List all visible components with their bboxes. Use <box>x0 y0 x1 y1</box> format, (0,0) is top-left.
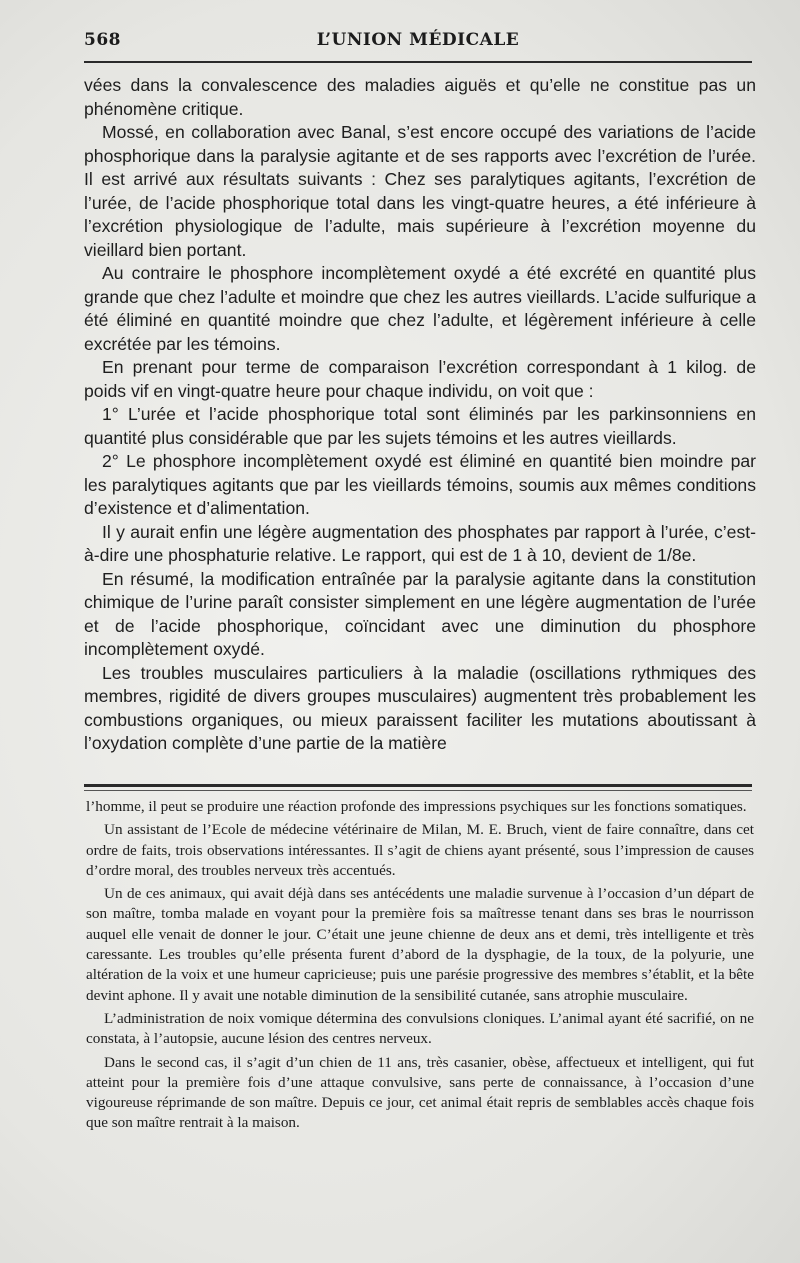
page-number: 568 <box>84 30 121 50</box>
footnote-paragraph: Un de ces animaux, qui avait déjà dans ses antécédents une maladie survenue à l’occasion d’un départ de son maître, tomba malade en voyant pour la première fois sa maîtresse tenant dans ses bras le nourrisson auquel elle venait de donner le jour. C’était une jeune chienne de deux ans et demi, très intelligente et très caressante. Les troubles qu’elle présenta furent d’abord de la dysphagie, de la toux, de la polyurie, une altération de la voix et une humeur capricieuse; puis une parésie progressive des membres s’établit, et la bête devint aphone. Il y avait une notable diminution de la sensibilité cutanée, sans atrophie musculaire. <box>86 885 754 1004</box>
body-paragraph: Il y aurait enfin une légère augmentation des phosphates par rapport à l’urée, c’est-à-dire une phosphaturie relative. Le rapport, qui est de 1 à 10, devient de 1/8e. <box>84 521 756 565</box>
body-paragraph: vées dans la convalescence des maladies aiguës et qu’elle ne constitue pas un phénomène critique. <box>84 75 756 119</box>
footnote-paragraph: Un assistant de l’Ecole de médecine vétérinaire de Milan, M. E. Bruch, vient de faire connaître, dans cet ordre de faits, trois observations intéressantes. Il s’agit de chiens ayant présenté, sous l’impression de causes d’ordre moral, des troubles nerveux très accentués. <box>86 821 754 879</box>
body-paragraph: 2° Le phosphore incomplètement oxydé est éliminé en quantité bien moindre par les paralytiques agitants que par les vieillards témoins, soumis aux mêmes conditions d’existence et d’alimentation. <box>84 451 756 518</box>
body-paragraph: En résumé, la modification entraînée par la paralysie agitante dans la constitution chimique de l’urine paraît consister simplement en une légère augmentation de l’urée et de l’acide phosphorique, coïncidant avec une diminution du phosphore incomplètement oxydé. <box>84 568 756 659</box>
body-paragraph: Mossé, en collaboration avec Banal, s’est encore occupé des variations de l’acide phosphorique dans la paralysie agitante et de ses rapports avec l’excrétion de l’urée. Il est arrivé aux résultats suivants : Chez ses paralytiques agitants, l’excrétion de l’urée, de l’acide phosphorique total dans les vingt-quatre heures, a été inférieure à l’excrétion physiologique de l’adulte, mais supérieure à l’excrétion moyenne du vieillard bien portant. <box>84 122 756 260</box>
footnote-paragraph: L’administration de noix vomique détermina des convulsions cloniques. L’animal ayant été sacrifié, on ne constata, à l’autopsie, aucune lésion des centres nerveux. <box>86 1009 754 1048</box>
page-header <box>84 30 752 54</box>
footnote-rule <box>84 784 752 787</box>
main-text <box>84 74 756 756</box>
footnote-paragraph: Dans le second cas, il s’agit d’un chien de 11 ans, très casanier, obèse, affectueux et intelligent, qui fut atteint pour la première fois d’une attaque convulsive, sans perte de connaissance, à l’occasion d’une vigoureuse réprimande de son maître. Depuis ce jour, cet animal était repris de semblables accès chaque fois que son maître rentrait à la maison. <box>86 1053 754 1132</box>
footnote-paragraph: l’homme, il peut se produire une réaction profonde des impressions psychiques sur les fonctions somatiques. <box>86 798 747 815</box>
body-paragraph: En prenant pour terme de comparaison l’excrétion correspondant à 1 kilog. de poids vif en vingt-quatre heure pour chaque individu, on voit que : <box>84 357 756 401</box>
body-paragraph: Au contraire le phosphore incomplètement oxydé a été excrété en quantité plus grande que chez l’adulte et moindre que chez les autres vieillards. L’acide sulfurique a été éliminé en quantité moindre que chez l’adulte, et légèrement inférieure à celle excrétée par les témoins. <box>84 263 756 354</box>
footnotes <box>86 797 754 1137</box>
header-rule <box>84 61 752 63</box>
body-paragraph: 1° L’urée et l’acide phosphorique total sont éliminés par les parkinsonniens en quantité plus considérable que par les sujets témoins et les autres vieillards. <box>84 404 756 448</box>
body-paragraph: Les troubles musculaires particuliers à la maladie (oscillations rythmiques des membres, rigidité de divers groupes musculaires) augmentent très probablement les combustions organiques, ou mieux paraissent faciliter les mutations aboutissant à l’oxydation complète d’une partie de la matière <box>84 662 756 753</box>
running-title: L’UNION MÉDICALE <box>316 30 520 50</box>
